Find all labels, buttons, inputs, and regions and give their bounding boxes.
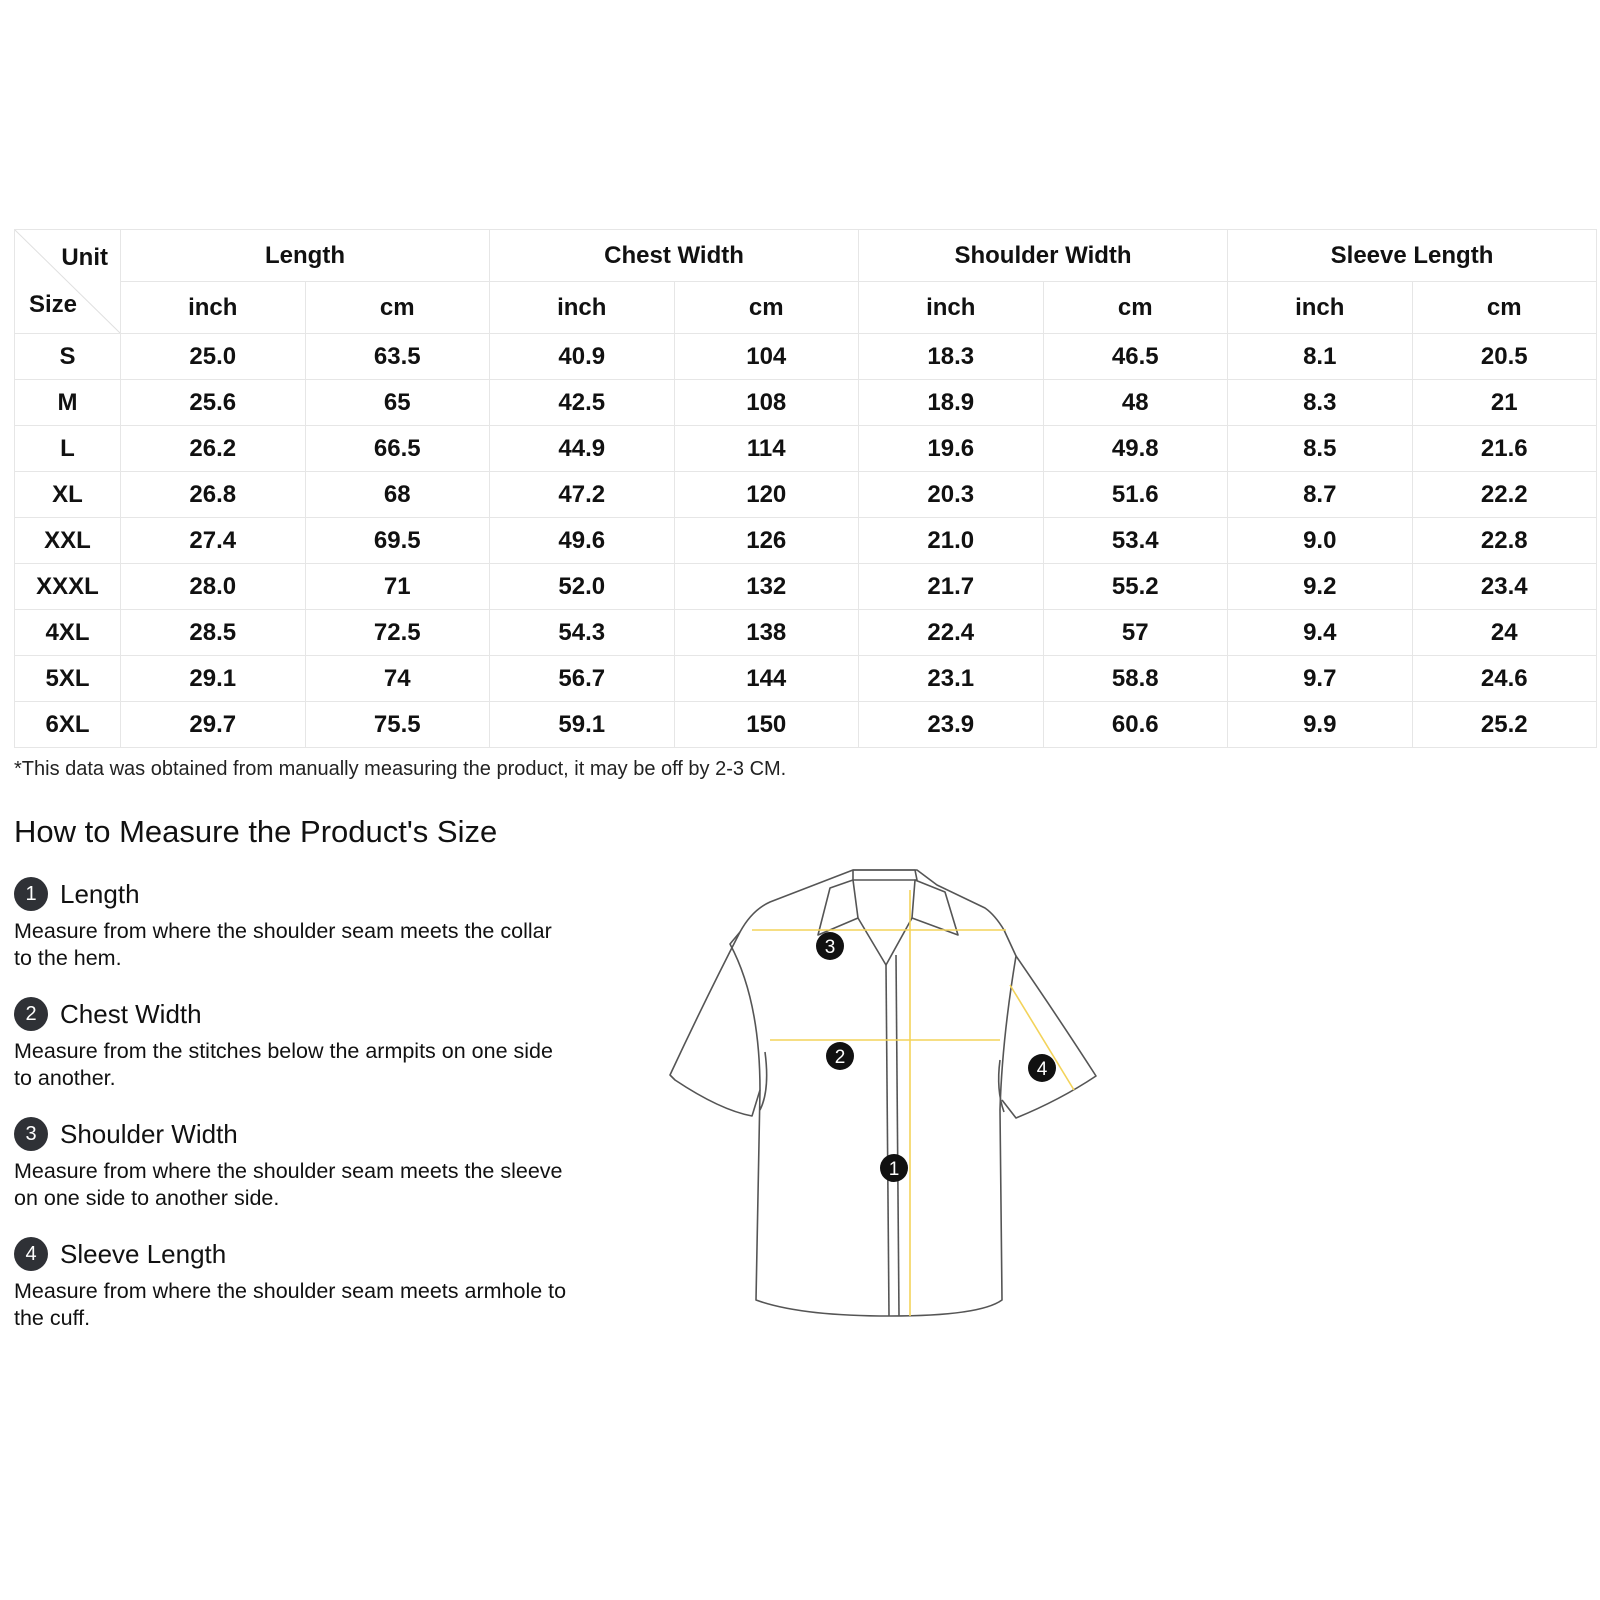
table-row	[15, 564, 1597, 610]
step-head	[14, 996, 574, 1032]
measurement-cell: 28.0	[121, 564, 306, 610]
size-label: Size	[29, 291, 78, 318]
measurement-cell: 18.9	[859, 380, 1044, 426]
header-row-units	[15, 282, 1597, 334]
step-head	[14, 876, 574, 912]
measurement-cell: 48	[1043, 380, 1228, 426]
measurement-cell: 74	[305, 656, 490, 702]
marker-3-icon	[816, 932, 844, 960]
measurement-cell: 71	[305, 564, 490, 610]
measurement-cell: 27.4	[121, 518, 306, 564]
measurement-cell: 68	[305, 472, 490, 518]
measurement-cell: 21.7	[859, 564, 1044, 610]
measurement-cell: 56.7	[490, 656, 675, 702]
measurement-cell: 53.4	[1043, 518, 1228, 564]
howto-title: How to Measure the Product's Size	[14, 814, 498, 849]
measurement-cell: 75.5	[305, 702, 490, 748]
measurement-cell: 40.9	[490, 334, 675, 380]
step-head	[14, 1116, 574, 1152]
measurement-cell: 25.0	[121, 334, 306, 380]
measurement-cell: 26.8	[121, 472, 306, 518]
unit-header: cm	[1043, 282, 1228, 334]
number-badge-icon: 2	[14, 997, 48, 1031]
svg-text:2: 2	[834, 1047, 846, 1068]
number-badge-icon: 1	[14, 877, 48, 911]
measurement-cell: 49.8	[1043, 426, 1228, 472]
measurement-cell: 150	[674, 702, 859, 748]
corner-cell	[15, 230, 121, 334]
group-header-sleeve-length: Sleeve Length	[1228, 230, 1597, 282]
step-title: Shoulder Width	[60, 1118, 238, 1149]
size-cell: XXL	[15, 518, 121, 564]
size-cell: 6XL	[15, 702, 121, 748]
table-row	[15, 380, 1597, 426]
measurement-cell: 8.1	[1228, 334, 1413, 380]
measurement-cell: 20.3	[859, 472, 1044, 518]
measurement-cell: 59.1	[490, 702, 675, 748]
measurement-cell: 72.5	[305, 610, 490, 656]
measurement-cell: 49.6	[490, 518, 675, 564]
step-length	[14, 876, 574, 972]
shirt-outline	[670, 870, 1096, 1316]
measurement-cell: 23.1	[859, 656, 1044, 702]
measurement-cell: 21	[1412, 380, 1597, 426]
unit-header: inch	[859, 282, 1044, 334]
measurement-cell: 21.0	[859, 518, 1044, 564]
measurement-cell: 9.0	[1228, 518, 1413, 564]
measurement-cell: 26.2	[121, 426, 306, 472]
measurement-cell: 19.6	[859, 426, 1044, 472]
measurement-note: *This data was obtained from manually measuring the product, it may be off by 2-3 CM.	[14, 758, 787, 780]
measurement-cell: 8.5	[1228, 426, 1413, 472]
measurement-cell: 22.4	[859, 610, 1044, 656]
measurement-cell: 104	[674, 334, 859, 380]
unit-header: cm	[674, 282, 859, 334]
measurement-cell: 20.5	[1412, 334, 1597, 380]
measurement-cell: 22.2	[1412, 472, 1597, 518]
measurement-cell: 126	[674, 518, 859, 564]
measurement-cell: 8.3	[1228, 380, 1413, 426]
step-description: Measure from the stitches below the armpits on one side to another.	[14, 1039, 553, 1090]
step-sleeve-length	[14, 1236, 574, 1332]
size-chart-table	[14, 229, 1597, 748]
marker-2-icon	[826, 1042, 854, 1070]
unit-header: inch	[121, 282, 306, 334]
measurement-cell: 144	[674, 656, 859, 702]
step-description: Measure from where the shoulder seam meets the collar to the hem.	[14, 919, 552, 970]
measurement-cell: 114	[674, 426, 859, 472]
measurement-cell: 63.5	[305, 334, 490, 380]
measurement-cell: 24.6	[1412, 656, 1597, 702]
measurement-cell: 132	[674, 564, 859, 610]
header-row-groups	[15, 230, 1597, 282]
step-description: Measure from where the shoulder seam meets armhole to the cuff.	[14, 1279, 567, 1330]
svg-text:4: 4	[1036, 1059, 1048, 1080]
unit-label: Unit	[61, 244, 108, 271]
measurement-cell: 23.9	[859, 702, 1044, 748]
step-description: Measure from where the shoulder seam meets the sleeve on one side to another side.	[14, 1159, 563, 1210]
size-cell: 4XL	[15, 610, 121, 656]
measurement-cell: 9.4	[1228, 610, 1413, 656]
measurement-cell: 54.3	[490, 610, 675, 656]
marker-1-icon	[880, 1154, 908, 1182]
svg-text:3: 3	[824, 937, 836, 958]
measurement-cell: 23.4	[1412, 564, 1597, 610]
measurement-cell: 29.1	[121, 656, 306, 702]
table-row	[15, 656, 1597, 702]
shirt-measurement-diagram	[660, 862, 1100, 1322]
measurement-cell: 57	[1043, 610, 1228, 656]
step-title: Length	[60, 878, 140, 909]
measurement-cell: 18.3	[859, 334, 1044, 380]
group-header-chest-width: Chest Width	[490, 230, 859, 282]
table-row	[15, 610, 1597, 656]
size-cell: L	[15, 426, 121, 472]
measurement-cell: 28.5	[121, 610, 306, 656]
step-head	[14, 1236, 574, 1272]
number-badge-icon: 3	[14, 1117, 48, 1151]
size-cell: XXXL	[15, 564, 121, 610]
number-badge-icon: 4	[14, 1237, 48, 1271]
table-row	[15, 702, 1597, 748]
measurement-cell: 60.6	[1043, 702, 1228, 748]
unit-header: inch	[1228, 282, 1413, 334]
svg-text:1: 1	[888, 1159, 900, 1180]
measurement-cell: 66.5	[305, 426, 490, 472]
table-row	[15, 472, 1597, 518]
unit-header: cm	[305, 282, 490, 334]
measurement-cell: 55.2	[1043, 564, 1228, 610]
measurement-cell: 65	[305, 380, 490, 426]
measurement-cell: 9.9	[1228, 702, 1413, 748]
measurement-cell: 108	[674, 380, 859, 426]
table-row	[15, 426, 1597, 472]
table-row	[15, 518, 1597, 564]
measurement-cell: 51.6	[1043, 472, 1228, 518]
measurement-cell: 46.5	[1043, 334, 1228, 380]
measurement-lines	[752, 890, 1074, 1316]
measurement-cell: 44.9	[490, 426, 675, 472]
measurement-cell: 138	[674, 610, 859, 656]
group-header-shoulder-width: Shoulder Width	[859, 230, 1228, 282]
measurement-cell: 47.2	[490, 472, 675, 518]
measurement-cell: 69.5	[305, 518, 490, 564]
unit-header: cm	[1412, 282, 1597, 334]
group-header-length: Length	[121, 230, 490, 282]
measurement-cell: 8.7	[1228, 472, 1413, 518]
step-title: Chest Width	[60, 998, 202, 1029]
measurement-cell: 120	[674, 472, 859, 518]
size-cell: M	[15, 380, 121, 426]
table-row	[15, 334, 1597, 380]
size-cell: S	[15, 334, 121, 380]
measurement-cell: 52.0	[490, 564, 675, 610]
measurement-cell: 58.8	[1043, 656, 1228, 702]
size-cell: 5XL	[15, 656, 121, 702]
measurement-cell: 25.6	[121, 380, 306, 426]
step-title: Sleeve Length	[60, 1238, 227, 1269]
step-chest-width	[14, 996, 574, 1092]
measurement-cell: 22.8	[1412, 518, 1597, 564]
measurement-cell: 29.7	[121, 702, 306, 748]
measurement-cell: 42.5	[490, 380, 675, 426]
step-shoulder-width	[14, 1116, 574, 1212]
measurement-cell: 25.2	[1412, 702, 1597, 748]
measure-steps-list	[14, 876, 574, 1356]
marker-4-icon	[1028, 1054, 1056, 1082]
measurement-cell: 21.6	[1412, 426, 1597, 472]
size-cell: XL	[15, 472, 121, 518]
measurement-cell: 24	[1412, 610, 1597, 656]
measurement-cell: 9.2	[1228, 564, 1413, 610]
measurement-cell: 9.7	[1228, 656, 1413, 702]
unit-header: inch	[490, 282, 675, 334]
